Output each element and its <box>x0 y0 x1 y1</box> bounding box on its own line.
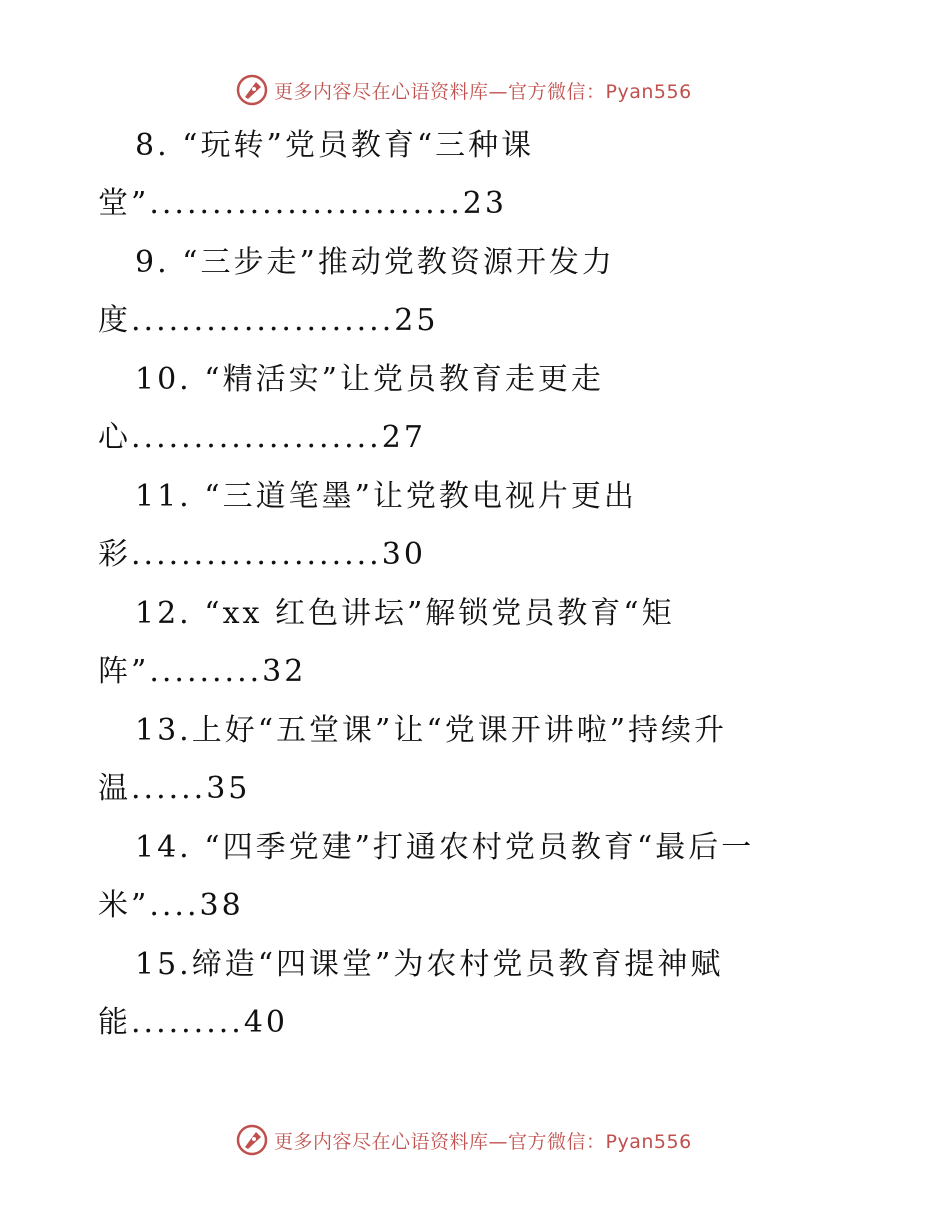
toc-page-number: 23 <box>462 186 507 221</box>
watermark-text: 更多内容尽在心语资料库—官方微信：Pyan556 <box>274 1130 692 1153</box>
toc-entry-tail: 温 <box>98 771 131 806</box>
toc-dot-leader: ......................... <box>149 186 463 221</box>
toc-entry-tail: 彩 <box>98 537 131 572</box>
toc-entry-continuation[interactable] <box>98 652 306 692</box>
toc-page-number: 38 <box>199 888 244 923</box>
toc-dot-leader: ...... <box>131 771 207 806</box>
toc-entry-title[interactable]: 10. “精活实”让党员教育走更走 <box>135 362 604 397</box>
toc-page-number: 27 <box>381 420 426 455</box>
toc-page-number: 32 <box>262 654 307 689</box>
toc-dot-leader: ..................... <box>131 303 395 338</box>
toc-entry-tail: 心 <box>98 420 131 455</box>
toc-entry-tail: 能 <box>98 1005 131 1040</box>
toc-entry-tail: 阵” <box>98 654 150 689</box>
toc-page-number: 30 <box>381 537 426 572</box>
toc-dot-leader: ......... <box>131 1005 244 1040</box>
toc-entry-continuation[interactable] <box>98 301 438 341</box>
toc-entry-continuation[interactable] <box>98 535 426 575</box>
toc-entry-title[interactable]: 12. “xx 红色讲坛”解锁党员教育“矩 <box>135 596 675 631</box>
toc-dot-leader: .................... <box>131 537 382 572</box>
toc-entry-continuation[interactable] <box>98 184 507 224</box>
toc-entry-continuation[interactable] <box>98 886 244 926</box>
toc-entry-title[interactable]: 14. “四季党建”打通农村党员教育“最后一 <box>135 830 755 865</box>
toc-entry-title[interactable]: 15.缔造“四课堂”为农村党员教育提神赋 <box>135 947 724 982</box>
toc-page-number: 25 <box>394 303 439 338</box>
toc-entry-continuation[interactable] <box>98 1003 288 1043</box>
toc-page-number: 35 <box>206 771 251 806</box>
watermark-text: 更多内容尽在心语资料库—官方微信：Pyan556 <box>274 80 692 103</box>
toc-entry-title[interactable]: 8. “玩转”党员教育“三种课 <box>135 128 535 163</box>
pen-nib-icon <box>236 1124 268 1156</box>
toc-entry-continuation[interactable] <box>98 418 426 458</box>
toc-entry-title[interactable]: 9. “三步走”推动党教资源开发力 <box>135 245 615 280</box>
toc-dot-leader: .... <box>149 888 200 923</box>
toc-dot-leader: ......... <box>149 654 263 689</box>
toc-entry-tail: 米” <box>98 888 150 923</box>
toc-page-number: 40 <box>243 1005 289 1040</box>
toc-entry-continuation[interactable] <box>98 769 250 809</box>
header-watermark <box>236 72 692 108</box>
toc-entry-tail: 度 <box>98 303 131 338</box>
toc-entry-title[interactable]: 13.上好“五堂课”让“党课开讲啦”持续升 <box>135 713 728 748</box>
pen-nib-icon <box>236 74 268 106</box>
toc-entry-title[interactable]: 11. “三道笔墨”让党教电视片更出 <box>135 479 637 514</box>
footer-watermark <box>236 1122 692 1158</box>
toc-entry-tail: 堂” <box>98 186 150 221</box>
toc-dot-leader: .................... <box>131 420 382 455</box>
